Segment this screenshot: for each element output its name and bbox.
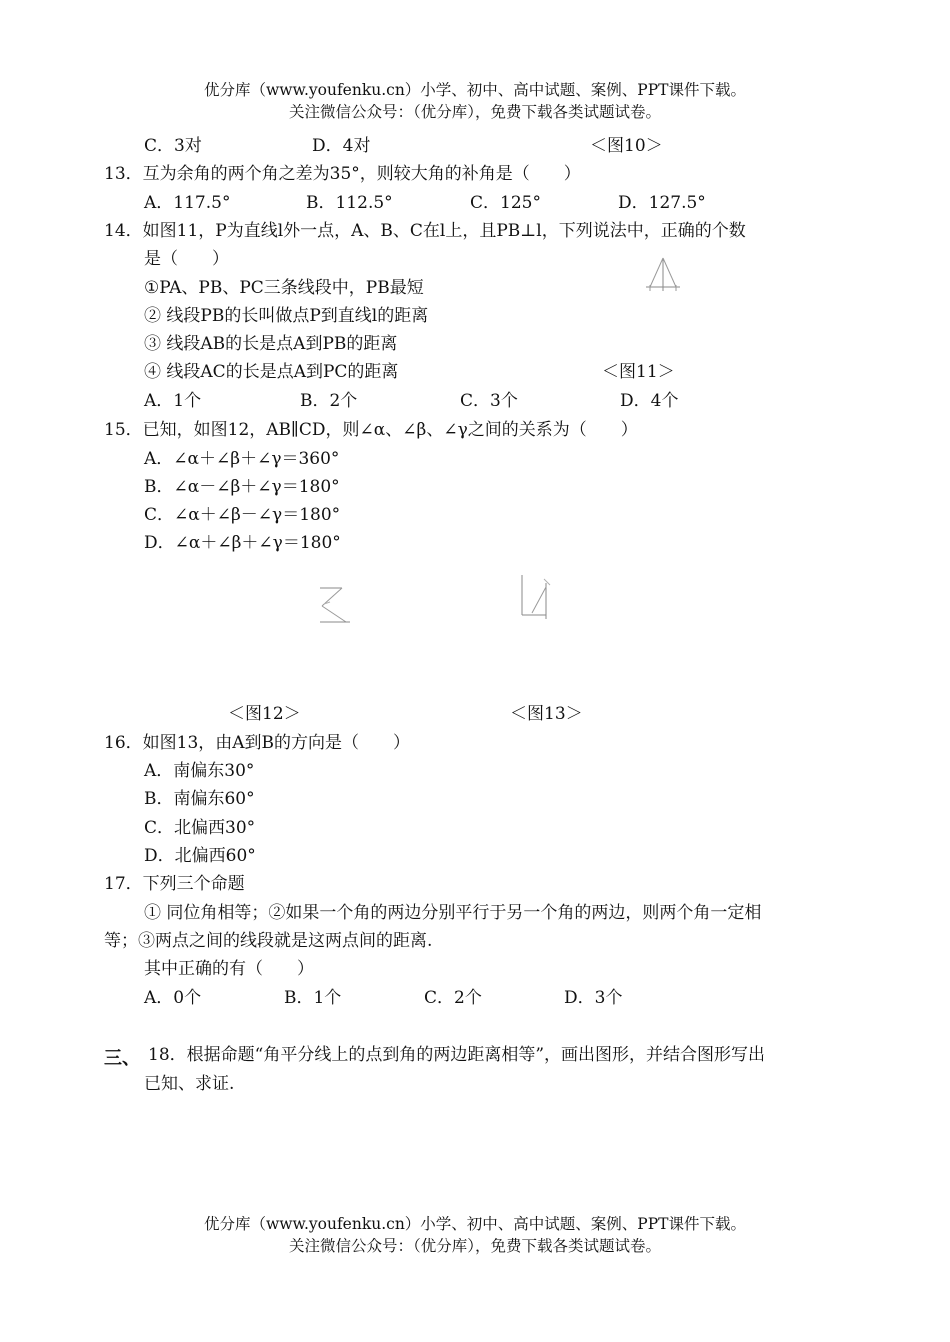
q14-stem-line-1: 14．如图11，P为直线l外一点，A、B、C在l上，且PB⊥l，下列说法中，正确的个数 [104, 221, 746, 241]
q12-option-d: D．4对 [312, 136, 371, 156]
q13-option-b: B．112.5° [306, 193, 393, 213]
fig11-caption: ＜图11＞ [602, 362, 675, 382]
section-three-label: 三、 [104, 1048, 140, 1069]
q14-option-c: C．3个 [460, 391, 518, 411]
q13-option-d: D．127.5° [618, 193, 706, 213]
q13-stem: 13．互为余角的两个角之差为35°，则较大角的补角是（ ） [104, 164, 581, 184]
q17-body-line-1: ① 同位角相等；②如果一个角的两边分别平行于另一个角的两边，则两个角一定相 [144, 903, 762, 923]
fig12-caption: ＜图12＞ [228, 704, 301, 724]
q15-stem: 15．已知，如图12，AB∥CD，则∠α、∠β、∠γ之间的关系为（ ） [104, 420, 638, 440]
q13-option-a: A．117.5° [144, 193, 231, 213]
q16-stem: 16．如图13，由A到B的方向是（ ） [104, 733, 411, 753]
q18-line-2: 已知、求证. [144, 1074, 235, 1094]
q15-option-b: B．∠α－∠β＋∠γ＝180° [144, 477, 340, 497]
q15-option-d: D．∠α＋∠β＋∠γ＝180° [144, 533, 341, 553]
header-line-2: 关注微信公众号：（优分库），免费下载各类试题试卷。 [288, 103, 661, 121]
q13-option-c: C．125° [470, 193, 541, 213]
q14-option-d: D．4个 [620, 391, 679, 411]
header-line-1: 优分库（www.youfenku.cn）小学、初中、高中试题、案例、PPT课件下载。 [203, 81, 747, 99]
q14-option-b: B．2个 [300, 391, 358, 411]
q18-line-1: 18．根据命题“角平分线上的点到角的两边距离相等”，画出图形，并结合图形写出 [148, 1045, 766, 1065]
q15-option-c: C．∠α＋∠β－∠γ＝180° [144, 505, 341, 525]
footer-line-1: 优分库（www.youfenku.cn）小学、初中、高中试题、案例、PPT课件下载。 [203, 1215, 747, 1233]
q14-statement-4: ④ 线段AC的长是点A到PC的距离 [144, 362, 399, 382]
q14-statement-3: ③ 线段AB的长是点A到PB的距离 [144, 334, 398, 354]
q12-option-c: C．3对 [144, 136, 202, 156]
q16-option-b: B．南偏东60° [144, 789, 255, 809]
q14-option-a: A．1个 [144, 391, 202, 411]
q17-option-a: A．0个 [144, 988, 202, 1008]
q14-statement-1: ①PA、PB、PC三条线段中，PB最短 [144, 278, 424, 298]
q17-option-c: C．2个 [424, 988, 482, 1008]
footer-line-2: 关注微信公众号：（优分库），免费下载各类试题试卷。 [288, 1237, 661, 1255]
q17-question: 其中正确的有（ ） [144, 959, 314, 979]
fig13-caption: ＜图13＞ [510, 704, 583, 724]
q17-stem: 17．下列三个命题 [104, 874, 245, 894]
q17-option-b: B．1个 [284, 988, 342, 1008]
fig10-caption: ＜图10＞ [590, 136, 663, 156]
q17-body-line-2: 等；③两点之间的线段就是这两点间的距离. [104, 931, 433, 951]
q16-option-a: A．南偏东30° [144, 761, 255, 781]
q14-statement-2: ② 线段PB的长叫做点P到直线l的距离 [144, 306, 429, 326]
q15-option-a: A．∠α＋∠β＋∠γ＝360° [144, 449, 340, 469]
q16-option-c: C．北偏西30° [144, 818, 256, 838]
q16-option-d: D．北偏西60° [144, 846, 256, 866]
figure-11 [644, 254, 682, 294]
q17-option-d: D．3个 [564, 988, 623, 1008]
figure-12 [316, 584, 354, 628]
figure-13 [514, 573, 554, 623]
q14-stem-line-2: 是（ ） [144, 249, 229, 269]
